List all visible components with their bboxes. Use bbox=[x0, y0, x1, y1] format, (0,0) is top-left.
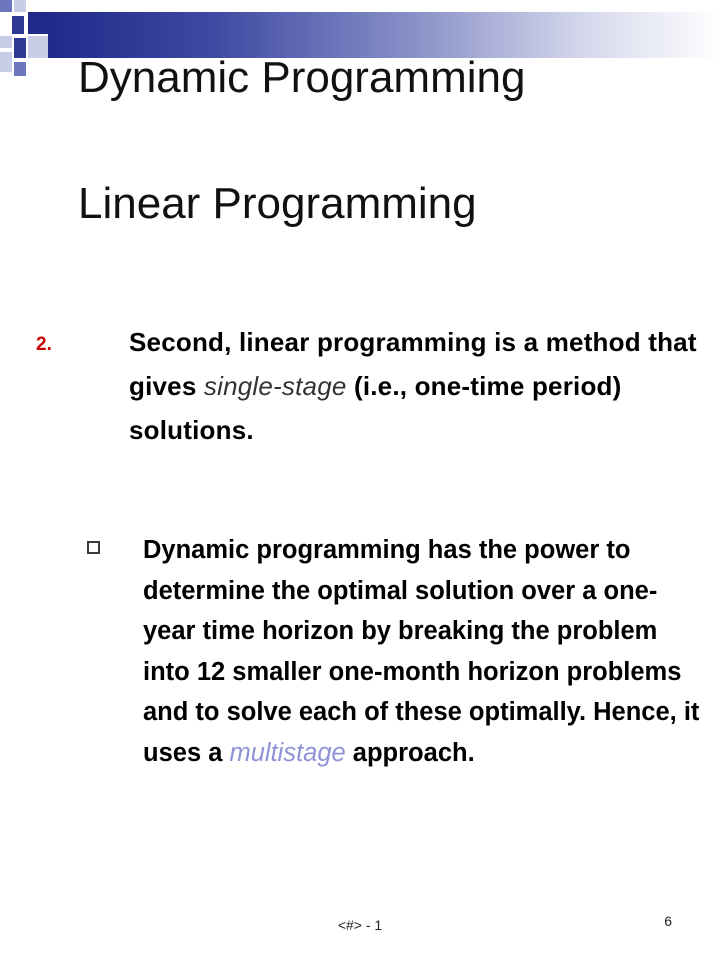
header-band bbox=[48, 12, 720, 58]
point-number: 2. bbox=[36, 334, 52, 355]
sub-point-highlight: multistage bbox=[229, 738, 346, 767]
slide-subtitle: Linear Programming bbox=[78, 179, 477, 228]
deco-square bbox=[0, 0, 12, 12]
footer-slide-label: <#> - 1 bbox=[337, 917, 383, 933]
deco-square bbox=[14, 38, 26, 58]
deco-square bbox=[14, 0, 26, 12]
sub-point-text bbox=[143, 530, 703, 773]
point-text bbox=[129, 320, 699, 452]
deco-square bbox=[0, 36, 12, 48]
deco-square bbox=[0, 52, 12, 72]
footer-page-number: 6 bbox=[664, 913, 672, 929]
point-text-part1: Second, linear programming is a method that gives bbox=[129, 327, 697, 401]
deco-square bbox=[28, 12, 48, 34]
point-text-italic: single-stage bbox=[203, 371, 347, 401]
deco-square bbox=[12, 16, 24, 34]
slide-title: Dynamic Programming bbox=[78, 53, 526, 102]
deco-square bbox=[14, 62, 26, 76]
deco-square bbox=[28, 36, 48, 58]
point-text-part2: (i.e., one-time period) solutions. bbox=[129, 371, 622, 445]
sub-point-part1: Dynamic programming has the power to determine the optimal solution over a one-year time horizon by breaking the problem into 12 smaller one-month horizon problems and to solve each of these optimally. Hence, it uses a bbox=[143, 536, 700, 767]
sub-point-part2: approach. bbox=[345, 738, 475, 767]
square-bullet-icon bbox=[87, 541, 100, 554]
